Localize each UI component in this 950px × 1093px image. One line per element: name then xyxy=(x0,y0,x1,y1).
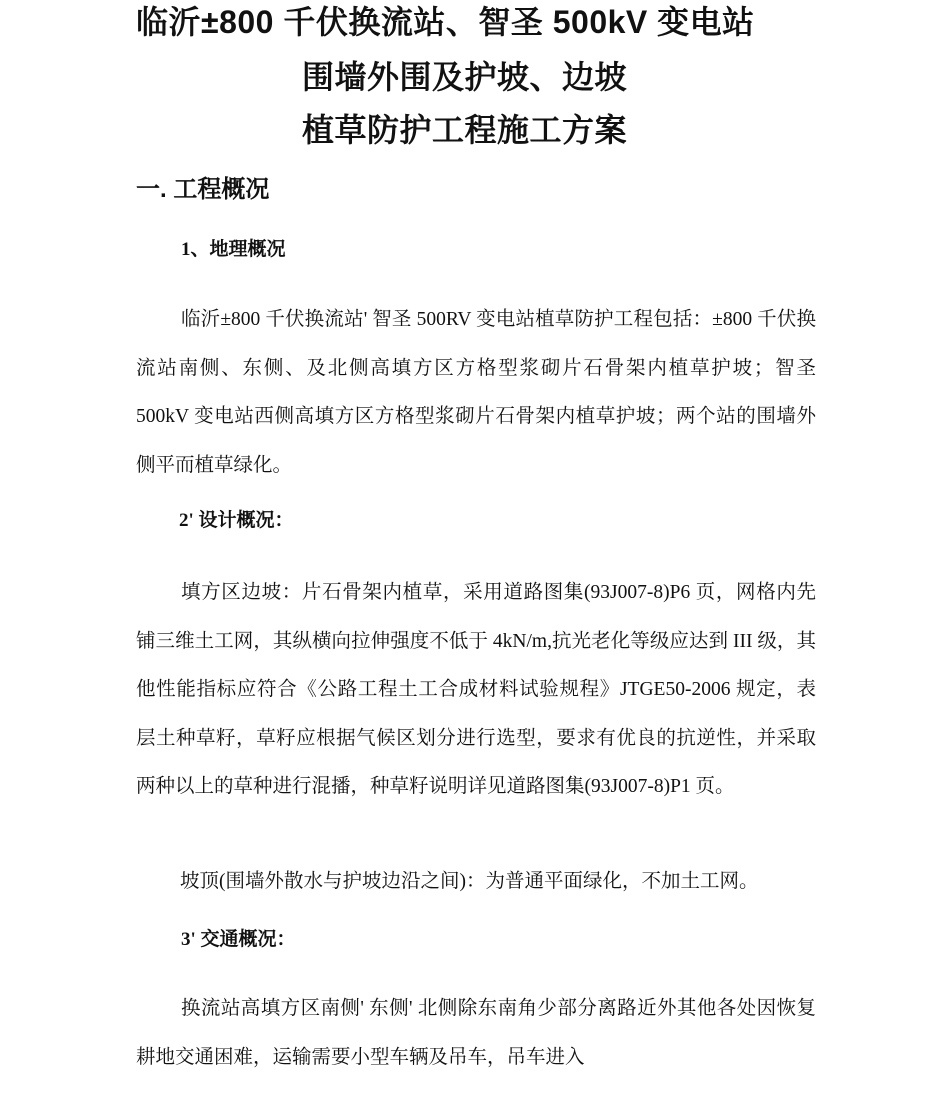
document-title-line-2: 围墙外围及护坡、边坡 xyxy=(302,59,628,95)
document-title-line-3: 植草防护工程施工方案 xyxy=(302,112,628,148)
paragraph-slope-top: 坡顶(围墙外散水与护坡边沿之间)：为普通平面绿化，不加土工网。 xyxy=(180,871,759,892)
paragraph-traffic: 换流站高填方区南侧' 东侧' 北侧除东南角少部分离路近外其他各处因恢复耕地交通困难，运输需要小型车辆及吊车，吊车进入 xyxy=(136,998,816,1068)
subheading-geography: 1、地理概况 xyxy=(181,239,286,260)
subheading-design: 2' 设计概况： xyxy=(179,510,294,531)
document-title-line-1: 临沂±800 千伏换流站、智圣 500kV 变电站 xyxy=(136,4,755,40)
subheading-traffic: 3' 交通概况： xyxy=(181,929,296,950)
section-heading-overview: 一. 工程概况 xyxy=(136,176,270,203)
paragraph-geography: 临沂±800 千伏换流站' 智圣 500RV 变电站植草防护工程包括：±800 千伏换流站南侧、东侧、及北侧高填方区方格型浆砌片石骨架内植草护坡；智圣 500kV 变电站西侧高填方区方格型浆砌片石骨架内植草护坡；两个站的围墙外侧平而植草绿化。 xyxy=(136,309,816,476)
paragraph-design: 填方区边坡：片石骨架内植草，采用道路图集(93J007-8)P6 页，网格内先铺三维土工网，其纵横向拉伸强度不低于 4kN/m,抗光老化等级应达到 III 级，其他性能指标应符合《公路工程土工合成材料试验规程》JTGE50-2006 规定，表层土种草籽，草籽应根据气候区划分进行选型，要求有优良的抗逆性，并采取两种以上的草种进行混播，种草籽说明详见道路图集(93J007-8)P1 页。 xyxy=(136,582,816,797)
